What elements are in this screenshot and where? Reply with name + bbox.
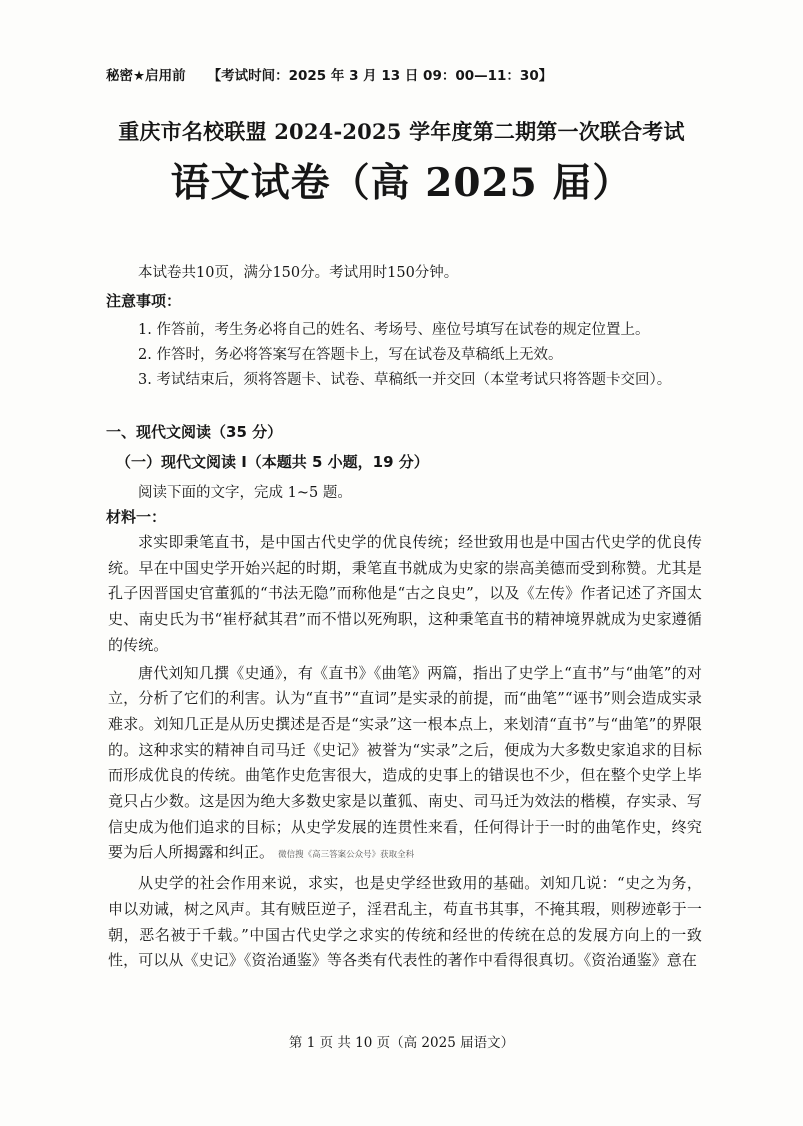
header-line [106,64,552,84]
passage-paragraph-2-text: 唐代刘知几撰《史通》，有《直书》《曲笔》两篇，指出了史学上“直书”与“曲笔”的对立，分析了它们的利害。认为“直书”“直词”是实录的前提，而“曲笔”“诬书”则会造成实录难求。刘知几正是从历史撰述是否是“实录”这一根本点上，来划清“直书”与“曲笔”的界限的。这种求实的精神自司马迁《史记》被誉为“实录”之后，便成为大多数史家追求的目标而形成优良的传统。曲笔作史危害很大，造成的史事上的错误也不少，但在整个史学上毕竟只占少数。这是因为绝大多数史家是以董狐、南史、司马迁为效法的楷模，存实录、写信史成为他们追求的目标；从史学发展的连贯性来看，任何得计于一时的曲笔作史，终究要为后人所揭露和纠正。 [108,663,702,862]
watermark-text: 微信搜《高三答案公众号》获取全科 [278,850,415,861]
secret-mark: 秘密★启用前 [106,68,186,84]
passage-paragraph-1: 求实即秉笔直书，是中国古代史学的优良传统；经世致用也是中国古代史学的优良传统。早在中国史学开始兴起的时期，秉笔直书就成为史家的崇高美德而受到称赞。尤其是孔子因晋国史官董狐的“书法无隐”而称他是“古之良史”，以及《左传》作者记述了齐国太史、南史氏为书“崔杼弑其君”而不惜以死殉职，这种秉笔直书的精神境界就成为史家遵循的传统。 [108,533,702,654]
subsection-title: （一）现代文阅读 Ⅰ（本题共 5 小题，19 分） [116,453,429,471]
exam-time: 【考试时间：2025 年 3 月 13 日 09：00—11：30】 [207,68,553,84]
passage-paragraph-3: 从史学的社会作用来说，求实，也是史学经世致用的基础。刘知几说：“史之为务，申以劝诫，树之风声。其有贼臣逆子，淫君乱主，苟直书其事，不掩其瑕，则秽迹彰于一朝，恶名被于千载。”中国古代史学之求实的传统和经世的传统在总的发展方向上的一致性，可以从《史记》《资治通鉴》等各类有代表性的著作中看得很真切。《资治通鉴》意在 [108,874,702,970]
notice-title: 注意事项： [106,292,182,310]
subject-title: 语文试卷（高 2025 届） [170,160,633,206]
exam-info: 本试卷共10页，满分150分。考试用时150分钟。 [138,265,459,281]
page-footer: 第 1 页 共 10 页（高 2025 届语文） [288,1035,515,1051]
notice-list [138,318,671,393]
material-title: 材料一： [106,508,167,526]
notice-item: 1. 作答前，考生务必将自己的姓名、考场号、座位号填写在试卷的规定位置上。 [138,322,650,338]
exam-title: 重庆市名校联盟 2024-2025 学年度第二期第一次联合考试 [118,119,685,144]
passage-paragraph-2 [108,661,702,870]
reading-instruction: 阅读下面的文字，完成 1~5 题。 [138,485,352,501]
notice-item: 2. 作答时，务必将答案写在答题卡上，写在试卷及草稿纸上无效。 [138,347,563,363]
notice-item: 3. 考试结束后，须将答题卡、试卷、草稿纸一并交回（本堂考试只将答题卡交回）。 [138,372,672,388]
reading-passage [108,530,702,976]
section-title: 一、现代文阅读（35 分） [106,423,283,441]
